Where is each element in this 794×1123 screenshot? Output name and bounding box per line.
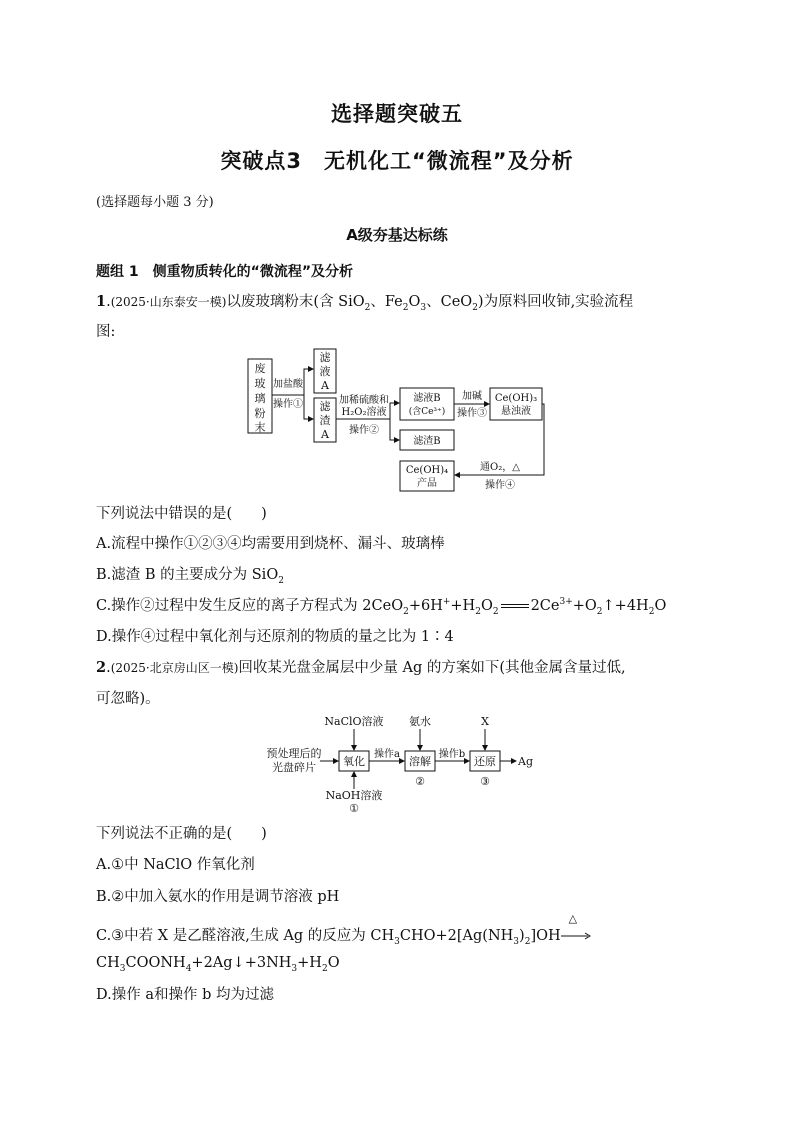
step3-label-a: 加碱 [462,391,482,402]
equals-sign [501,604,529,608]
q2-stem-line2: 可忽略)。 [96,691,160,707]
q2-source: (2025·北京房山区一模) [110,661,239,675]
section-heading: A级夯基达标练 [346,226,448,244]
flow-diagram-2 [262,713,542,815]
svg-text:末: 末 [254,421,266,434]
page-subtitle: 突破点3 无机化工“微流程”及分析 [220,149,574,173]
reagent-naclo: NaClO溶液 [324,715,384,728]
step4-label-a: 通O₂，△ [480,462,520,473]
suspension-label-2: 悬浊液 [501,406,531,417]
reduction-label: 还原 [474,755,496,768]
reagent-naoh: NaOH溶液 [325,789,383,802]
step-number-2: ② [415,775,425,788]
reagent-x: X [481,715,489,728]
step2-label-a: 加稀硫酸和 [339,395,389,406]
q2-option-d: D.操作 a和操作 b 均为过滤 [96,987,274,1003]
q2-option-b: B.②中加入氨水的作用是调节溶液 pH [96,889,340,905]
q1-option-a: A.流程中操作①②③④均需要用到烧杯、漏斗、玻璃棒 [96,536,445,552]
svg-text:滤: 滤 [319,351,331,364]
q2-prompt: 下列说法不正确的是( ) [96,826,267,842]
q1-source: (2025·山东泰安一模) [110,295,227,309]
product-label-1: Ce(OH)₄ [405,465,449,476]
raw-char-1: 废 [254,362,266,375]
oxidation-label: 氧化 [343,755,365,768]
reaction-arrow [561,912,591,940]
group-heading: 题组 1 侧重物质转化的“微流程”及分析 [96,264,354,280]
op-a-label: 操作a [374,749,400,760]
heat-symbol: △ [568,912,578,925]
q1-stem: 1.(2025·山东泰安一模)以废玻璃粉末(含 SiO$_2$、$Fe_2O_3$、CeO$_2$)为原料回收铈,实验流程 [96,293,634,313]
svg-text:粉: 粉 [254,407,266,420]
q1-number: 1 [96,293,107,310]
op-b-label: 操作b [438,749,466,760]
filtrate-b-note: (含Ce³⁺) [408,407,446,417]
reagent-ammonia: 氨水 [409,715,431,728]
residue-b-label: 滤渣B [413,436,441,447]
q2-stem: 2.(2025·北京房山区一模)回收某光盘金属层中少量 Ag 的方案如下(其他金属含量过低, [96,659,626,676]
step1-label-b: 操作① [273,399,303,410]
raw-label-2: 光盘碎片 [272,761,316,774]
svg-text:滤: 滤 [319,400,331,413]
svg-text:璃: 璃 [254,392,266,405]
svg-text:玻: 玻 [254,377,266,390]
q1-prompt: 下列说法中错误的是( ) [96,506,267,522]
svg-text:渣: 渣 [319,414,331,427]
step2-label-c: 操作② [349,425,379,436]
svg-text:A: A [321,379,329,392]
product-label-2: 产品 [417,478,437,489]
step1-label-a: 加盐酸 [273,379,303,390]
filtrate-b-label: 滤液B [413,393,441,404]
score-note: (选择题每小题 3 分) [96,195,214,210]
q1-stem-text: 以废玻璃粉末(含 SiO [226,294,365,310]
step2-label-b: H₂O₂溶液 [341,407,387,418]
q1-stem-line2: 图: [96,324,116,340]
dissolution-label: 溶解 [409,755,431,768]
q2-option-a: A.①中 NaClO 作氧化剂 [96,857,255,873]
step-number-1: ① [349,802,359,815]
flow-diagram-1 [240,345,550,495]
q2-number: 2 [96,659,107,676]
svg-text:A: A [321,428,329,441]
raw-label-1: 预处理后的 [266,747,322,760]
q2-option-c: C.③中若 X 是乙醛溶液,生成 Ag 的反应为 $CH_3CHO+2[Ag(NH_3)_2]OH$ △ [96,924,591,947]
suspension-label-1: Ce(OH)₃ [494,393,538,404]
q1-option-c: C.操作②过程中发生反应的离子方程式为 $2CeO_2+6H^++H_2O_2$ $2Ce^{3+}+O_2↑+4H_2O$ [96,597,667,617]
q1-option-b: B.滤渣 B 的主要成分为 SiO$_2$ [96,567,284,586]
page-title: 选择题突破五 [331,102,463,126]
q2-option-c-line2: $CH_3COONH_4+2Ag↓+3NH_3+H_2O$ [96,955,340,974]
svg-text:液: 液 [319,365,331,378]
step-number-3: ③ [480,775,490,788]
step3-label-b: 操作③ [457,408,487,419]
step4-label-b: 操作④ [485,480,515,491]
q1-option-d: D.操作④过程中氧化剂与还原剂的物质的量之比为 1∶4 [96,629,454,645]
product-ag: Ag [518,755,533,768]
